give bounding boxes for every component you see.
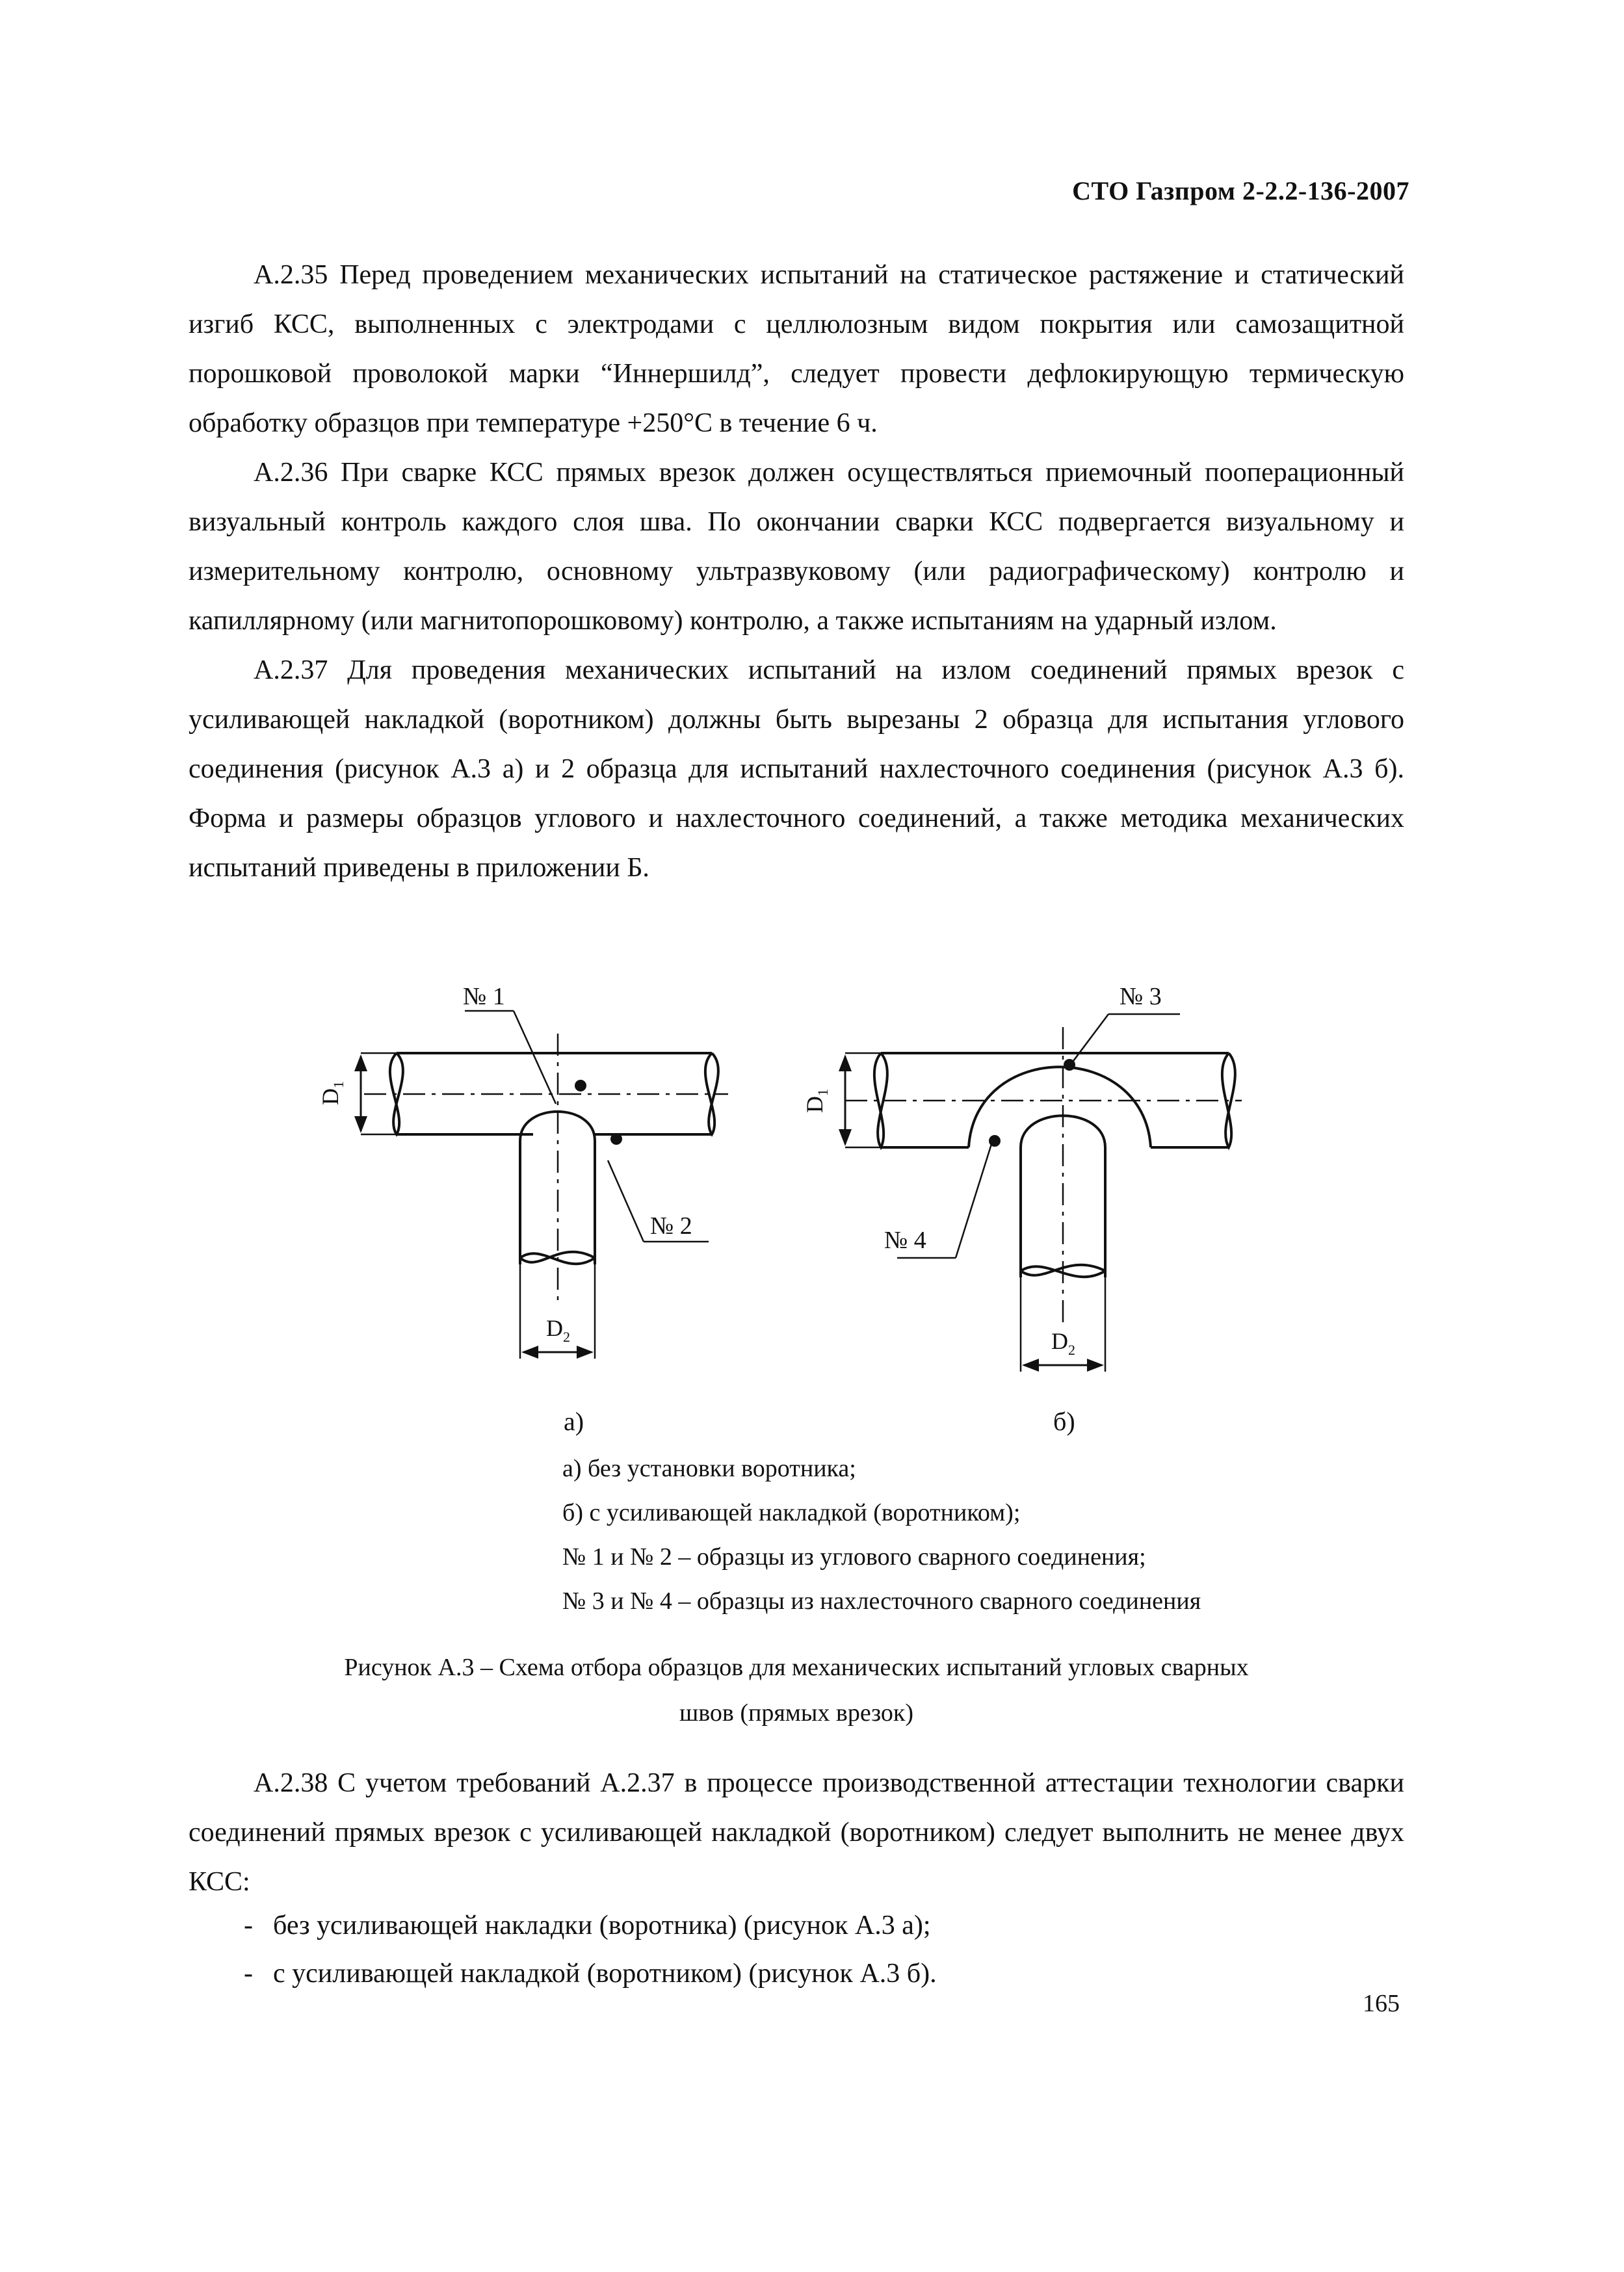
paragraph-a2-35: А.2.35 Перед проведением механических испытаний на статическое растяжение и статический изгиб КСС, выполненных с электродами с целлюлозным видом покрытия или самозащитной порошковой проволокой марки “Иннершилд”, следует провести дефлокирующую термическую обработку образцов при температуре +250°С в течение 6 ч. [189, 260, 1404, 438]
left-label-d2-subscript: 2 [563, 1329, 570, 1345]
left-label-d1: D [317, 1088, 343, 1105]
right-sublabel: б) [1053, 1407, 1075, 1436]
right-label-d2-subscript: 2 [1068, 1342, 1075, 1358]
right-label-d1: D [802, 1096, 828, 1113]
paragraph-a2-37: А.2.37 Для проведения механических испытаний на излом соединений прямых врезок с усиливающей накладкой (воротником) должны быть вырезаны 2 образца для испытания углового соединения (рисунок А.3 а) и 2 образца для испытаний нахлесточного соединения (рисунок А.3 б). Форма и размеры образцов углового и нахлесточного соединений, а также методика механических испытаний приведены в приложении Б. [189, 655, 1404, 883]
list-bullet-dash: - [244, 1911, 253, 1940]
right-label-sample-3: № 3 [1120, 983, 1162, 1010]
list-item-text: без усиливающей накладки (воротника) (рисунок А.3 а); [273, 1911, 931, 1940]
right-d2-arrowhead-left [1022, 1359, 1039, 1372]
figure-legend [562, 1446, 1201, 1623]
left-sample-dot-1 [575, 1080, 586, 1091]
right-label-d1-subscript: 1 [815, 1089, 831, 1096]
right-leader-no3 [1069, 1014, 1108, 1066]
left-label-sample-1: № 1 [463, 983, 505, 1010]
left-label-d2: D [546, 1315, 563, 1341]
legend-item-a: а) без установки воротника; [562, 1455, 856, 1482]
legend-item-b: б) с усиливающей накладкой (воротником); [562, 1499, 1021, 1526]
left-d2-arrowhead-left [521, 1346, 538, 1359]
left-d2-arrowhead-right [577, 1346, 594, 1359]
right-d1-arrowhead-top [839, 1054, 852, 1071]
document-code-header: СТО Газпром 2-2.2-136-2007 [1072, 176, 1409, 205]
legend-item-samples-1-2: № 1 и № 2 – образцы из углового сварного соединения; [562, 1543, 1146, 1571]
left-leader-no1 [514, 1011, 556, 1104]
paragraph-a2-36: А.2.36 При сварке КСС прямых врезок должен осуществляться приемочный пооперационный визуальный контроль каждого слоя шва. По окончании сварки КСС подвергается визуальному и измерительному контролю, основному ультразвуковому (или радиографическому) контролю и капиллярному (или магнитопорошковому) контролю, а также испытаниям на ударный излом. [189, 458, 1404, 636]
left-diagram [361, 1011, 728, 1359]
right-d1-arrowhead-bottom [839, 1129, 852, 1146]
list-item-text: с усиливающей накладкой (воротником) (рисунок А.3 б). [273, 1959, 937, 1989]
paragraph-a2-38: А.2.38 С учетом требований А.2.37 в процессе производственной аттестации технологии сварки соединений прямых врезок с усиливающей накладкой (воротником) следует выполнить не менее двух КСС: [189, 1768, 1404, 1897]
figure-caption-line-2: швов (прямых врезок) [679, 1699, 914, 1727]
right-sample-dot-4 [989, 1135, 1001, 1147]
left-d1-arrowhead-bottom [354, 1116, 367, 1133]
body-text-bottom [189, 1758, 1404, 1907]
right-leader-no4 [956, 1144, 991, 1258]
left-label-sample-2: № 2 [650, 1212, 692, 1240]
right-sample-dot-3 [1064, 1059, 1075, 1071]
list-bullet-dash: - [244, 1959, 253, 1989]
left-sublabel: а) [564, 1407, 584, 1436]
left-sample-dot-2 [610, 1133, 622, 1145]
figure-caption [189, 1645, 1404, 1736]
figure-caption-line-1: Рисунок А.3 – Схема отбора образцов для механических испытаний угловых сварных [344, 1654, 1249, 1681]
left-label-d1-subscript: 1 [330, 1081, 347, 1088]
page-number: 165 [1363, 1990, 1400, 2017]
legend-item-samples-3-4: № 3 и № 4 – образцы из нахлесточного сварного соединения [562, 1587, 1201, 1615]
right-diagram [845, 1014, 1242, 1372]
right-label-sample-4: № 4 [884, 1227, 926, 1254]
list-item [244, 1958, 937, 1989]
list-item [244, 1910, 931, 1941]
left-d1-arrowhead-top [354, 1054, 367, 1071]
right-label-d2: D [1051, 1328, 1068, 1354]
left-leader-no2 [608, 1160, 644, 1242]
right-d2-arrowhead-right [1087, 1359, 1104, 1372]
